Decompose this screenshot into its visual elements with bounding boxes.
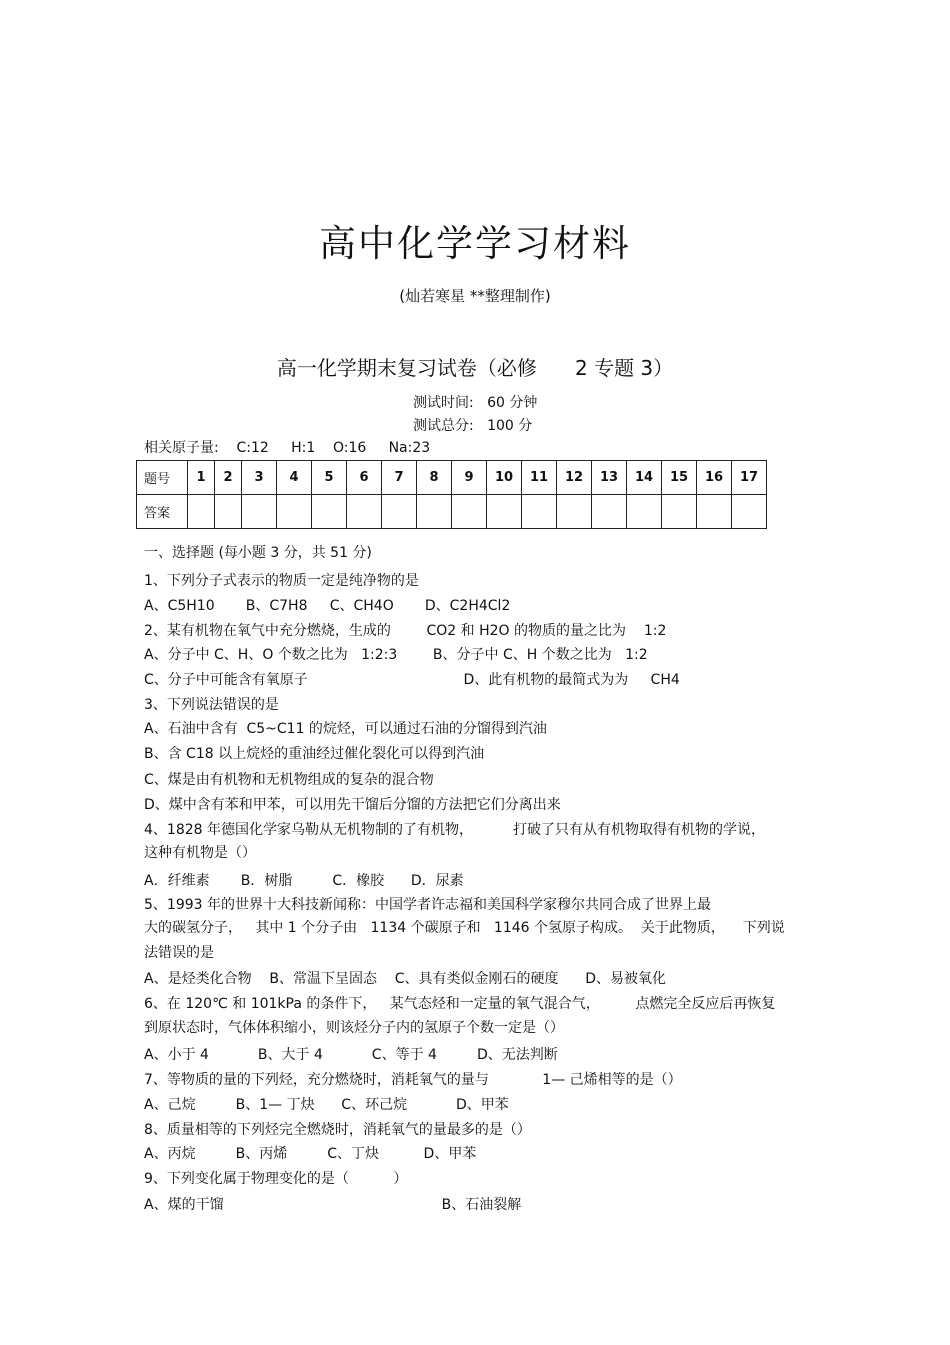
option-line: A、丙烷 B、丙烯 C、丁炔 D、甲苯 [144,1146,477,1162]
test-time: 测试时间: 60 分钟 [413,395,538,411]
option-line: A、分子中 C、H、O 个数之比为 1:2:3 B、分子中 C、H 个数之比为 1:2 [144,647,648,663]
row-label-number: 题号 [137,461,188,495]
option-line: B、含 C18 以上烷烃的重油经过催化裂化可以得到汽油 [144,746,485,762]
option-line: A、石油中含有 C5~C11 的烷烃，可以通过石油的分馏得到汽油 [144,721,547,737]
answer-cell[interactable] [242,495,277,529]
answer-cell[interactable] [452,495,487,529]
question-number-cell: 13 [592,461,627,495]
document-title: 高中化学学习材料 [319,222,631,265]
answer-table-number-row [137,461,767,495]
question-number-cell: 4 [277,461,312,495]
question-number-cell: 5 [312,461,347,495]
option-line: D、煤中含有苯和甲苯，可以用先干馏后分馏的方法把它们分离出来 [144,797,561,813]
question-number-cell: 7 [382,461,417,495]
answer-cell[interactable] [697,495,732,529]
question-number-cell: 2 [215,461,242,495]
question-line: 7、等物质的量的下列烃，充分燃烧时，消耗氧气的量与 1— 己烯相等的是（） [144,1072,682,1088]
answer-cell[interactable] [215,495,242,529]
exam-title: 高一化学期末复习试卷（必修 2 专题 3） [276,356,674,380]
question-number-cell: 10 [487,461,522,495]
question-line: 5、1993 年的世界十大科技新闻称：中国学者许志福和美国科学家穆尔共同合成了世界上最 [144,897,711,913]
answer-cell[interactable] [557,495,592,529]
option-line: A、己烷 B、1— 丁炔 C、环己烷 D、甲苯 [144,1097,509,1113]
section-heading: 一、选择题 (每小题 3 分，共 51 分) [144,545,372,561]
question-line: 6、在 120℃ 和 101kPa 的条件下， 某气态烃和一定量的氧气混合气， 点燃完全反应后再恢复 [144,996,776,1012]
question-number-cell: 9 [452,461,487,495]
question-number-cell: 14 [627,461,662,495]
question-line: 到原状态时，气体体积缩小，则该烃分子内的氢原子个数一定是（） [144,1020,564,1036]
answer-cell[interactable] [487,495,522,529]
option-line: A．纤维素 B．树脂 C．橡胶 D．尿素 [144,873,464,889]
answer-cell[interactable] [277,495,312,529]
option-line: C、煤是由有机物和无机物组成的复杂的混合物 [144,772,434,788]
answer-cell[interactable] [522,495,557,529]
option-line: A、是烃类化合物 B、常温下呈固态 C、具有类似金刚石的硬度 D、易被氧化 [144,971,667,987]
question-line: 这种有机物是（） [144,845,256,861]
answer-table-answer-row [137,495,767,529]
answer-cell[interactable] [347,495,382,529]
document-subtitle: (灿若寒星 **整理制作) [399,287,551,305]
answer-table [136,460,767,529]
answer-cell[interactable] [627,495,662,529]
question-number-cell: 8 [417,461,452,495]
answer-cell[interactable] [417,495,452,529]
answer-cell[interactable] [592,495,627,529]
row-label-answer: 答案 [137,495,188,529]
answer-cell[interactable] [312,495,347,529]
question-line: 大的碳氢分子， 其中 1 个分子由 1134 个碳原子和 1146 个氢原子构成。 关于此物质， 下列说 [144,920,785,936]
question-number-cell: 15 [662,461,697,495]
answer-cell[interactable] [382,495,417,529]
question-number-cell: 16 [697,461,732,495]
question-line: 3、下列说法错误的是 [144,697,279,713]
question-number-cell: 6 [347,461,382,495]
question-number-cell: 12 [557,461,592,495]
question-line: 4、1828 年德国化学家乌勒从无机物制的了有机物， 打破了只有从有机物取得有机物的学说， [144,822,766,838]
question-line: 2、某有机物在氧气中充分燃烧，生成的 CO2 和 H2O 的物质的量之比为 1:2 [144,623,667,639]
question-line: 1、下列分子式表示的物质一定是纯净物的是 [144,573,419,589]
question-line: 8、质量相等的下列烃完全燃烧时，消耗氧气的量最多的是（） [144,1122,531,1138]
question-number-cell: 11 [522,461,557,495]
option-line: A、小于 4 B、大于 4 C、等于 4 D、无法判断 [144,1047,558,1063]
answer-cell[interactable] [732,495,767,529]
answer-cell[interactable] [662,495,697,529]
question-number-cell: 1 [188,461,215,495]
question-number-cell: 3 [242,461,277,495]
question-number-cell: 17 [732,461,767,495]
question-line: 法错误的是 [144,945,214,961]
option-line: A、C5H10 B、C7H8 C、CH4O D、C2H4Cl2 [144,598,511,614]
atomic-mass-line: 相关原子量: C:12 H:1 O:16 Na:23 [144,440,431,456]
test-total-score: 测试总分: 100 分 [413,418,533,434]
option-line: A、煤的干馏 B、石油裂解 [144,1197,522,1213]
option-line: C、分子中可能含有氧原子 D、此有机物的最简式为为 CH4 [144,672,680,688]
answer-cell[interactable] [188,495,215,529]
question-line: 9、下列变化属于物理变化的是（ ） [144,1171,408,1187]
